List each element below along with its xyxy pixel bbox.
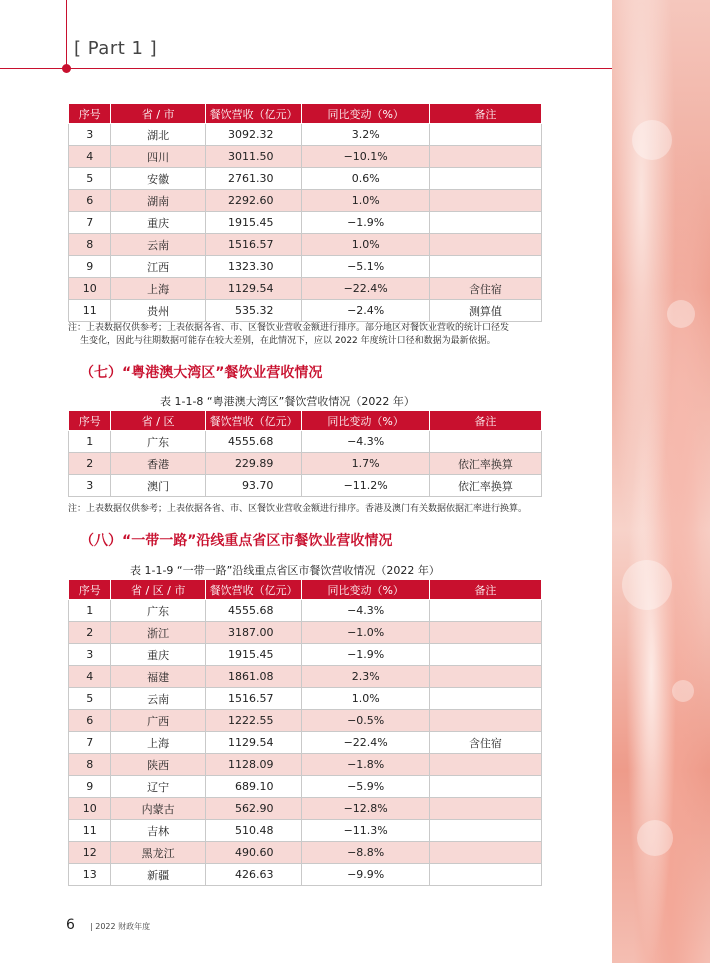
- cell-revenue: 1915.45: [205, 212, 302, 234]
- note-line: 生变化，因此与往期数据可能存在较大差别，在此情况下，应以 2022 年度统计口径和数据为最新依据。: [80, 336, 496, 346]
- cell-region: 内蒙古: [111, 798, 205, 820]
- cell-index: 13: [69, 864, 111, 886]
- cell-index: 11: [69, 300, 111, 322]
- cell-revenue: 1129.54: [205, 278, 302, 300]
- cell-change: −5.1%: [302, 256, 429, 278]
- cell-index: 8: [69, 754, 111, 776]
- cell-change: 1.0%: [302, 234, 429, 256]
- cell-change: −5.9%: [302, 776, 429, 798]
- cell-remark: [429, 622, 541, 644]
- cell-index: 11: [69, 820, 111, 842]
- cell-revenue: 1128.09: [205, 754, 302, 776]
- cell-change: −1.0%: [302, 622, 429, 644]
- table-header-row: [69, 411, 542, 431]
- cell-remark: [429, 431, 541, 453]
- table-row: [69, 622, 542, 644]
- cell-region: 辽宁: [111, 776, 205, 798]
- cell-remark: [429, 842, 541, 864]
- cell-index: 4: [69, 666, 111, 688]
- table-row: [69, 453, 542, 475]
- table-top: [68, 103, 542, 322]
- cell-revenue: 2292.60: [205, 190, 302, 212]
- table-header-row: [69, 104, 542, 124]
- cell-remark: [429, 124, 541, 146]
- cell-remark: 依汇率换算: [429, 453, 541, 475]
- cell-index: 1: [69, 600, 111, 622]
- cell-change: −2.4%: [302, 300, 429, 322]
- cell-region: 陕西: [111, 754, 205, 776]
- col-header: 省 / 区: [111, 411, 205, 431]
- table-row: [69, 864, 542, 886]
- cell-change: −0.5%: [302, 710, 429, 732]
- section-heading: （八）“一带一路”沿线重点省区市餐饮业营收情况: [80, 533, 393, 549]
- table-row: [69, 776, 542, 798]
- col-header: 备注: [429, 580, 541, 600]
- cell-change: −22.4%: [302, 732, 429, 754]
- cell-remark: [429, 256, 541, 278]
- table-note: 注：上表数据仅供参考；上表依据各省、市、区餐饮业营收金额进行排序。香港及澳门有关数据依据汇率进行换算。: [68, 504, 528, 514]
- cell-region: 重庆: [111, 212, 205, 234]
- cell-revenue: 4555.68: [205, 431, 302, 453]
- col-header: 序号: [69, 580, 111, 600]
- cell-remark: [429, 776, 541, 798]
- cell-revenue: 3011.50: [205, 146, 302, 168]
- cell-index: 9: [69, 256, 111, 278]
- cell-region: 广西: [111, 710, 205, 732]
- table-row: [69, 600, 542, 622]
- cell-revenue: 426.63: [205, 864, 302, 886]
- cell-revenue: 1129.54: [205, 732, 302, 754]
- cell-region: 新疆: [111, 864, 205, 886]
- table-row: [69, 146, 542, 168]
- cell-region: 广东: [111, 600, 205, 622]
- cell-index: 2: [69, 453, 111, 475]
- cell-change: −9.9%: [302, 864, 429, 886]
- section-heading: （七）“粤港澳大湾区”餐饮业营收情况: [80, 365, 323, 381]
- col-header: 同比变动（%）: [302, 411, 429, 431]
- cell-index: 7: [69, 212, 111, 234]
- cell-remark: [429, 600, 541, 622]
- cell-region: 贵州: [111, 300, 205, 322]
- table-row: [69, 234, 542, 256]
- cell-index: 5: [69, 688, 111, 710]
- table-row: [69, 842, 542, 864]
- cell-region: 吉林: [111, 820, 205, 842]
- cell-remark: 依汇率换算: [429, 475, 541, 497]
- cell-region: 湖南: [111, 190, 205, 212]
- cell-change: −4.3%: [302, 600, 429, 622]
- cell-remark: [429, 234, 541, 256]
- cell-index: 9: [69, 776, 111, 798]
- cell-region: 福建: [111, 666, 205, 688]
- cell-revenue: 93.70: [205, 475, 302, 497]
- cell-region: 黑龙江: [111, 842, 205, 864]
- header-vertical-rule: [66, 0, 67, 68]
- cell-remark: [429, 666, 541, 688]
- col-header: 同比变动（%）: [302, 104, 429, 124]
- cell-revenue: 2761.30: [205, 168, 302, 190]
- cell-index: 7: [69, 732, 111, 754]
- cell-revenue: 490.60: [205, 842, 302, 864]
- cell-region: 重庆: [111, 644, 205, 666]
- table-row: [69, 168, 542, 190]
- header-horizontal-rule: [0, 68, 612, 69]
- cell-index: 5: [69, 168, 111, 190]
- col-header: 省 / 市: [111, 104, 205, 124]
- table-gba: [68, 410, 542, 497]
- table-belt-road: [68, 579, 542, 886]
- cell-region: 云南: [111, 688, 205, 710]
- cell-index: 10: [69, 798, 111, 820]
- cell-change: −1.9%: [302, 644, 429, 666]
- cell-change: 1.7%: [302, 453, 429, 475]
- table-row: [69, 256, 542, 278]
- cell-change: −1.9%: [302, 212, 429, 234]
- cell-remark: [429, 190, 541, 212]
- cell-remark: [429, 864, 541, 886]
- table-caption: 表 1-1-9 “一带一路”沿线重点省区市餐饮营收情况（2022 年）: [130, 564, 440, 577]
- col-header: 同比变动（%）: [302, 580, 429, 600]
- table-row: [69, 644, 542, 666]
- cell-region: 云南: [111, 234, 205, 256]
- footer-label: | 2022 财政年度: [90, 922, 151, 931]
- cell-remark: [429, 798, 541, 820]
- cell-index: 12: [69, 842, 111, 864]
- table-caption: 表 1-1-8 “粤港澳大湾区”餐饮营收情况（2022 年）: [160, 395, 415, 408]
- cell-remark: [429, 710, 541, 732]
- table-row: [69, 798, 542, 820]
- cell-remark: [429, 754, 541, 776]
- cell-change: −22.4%: [302, 278, 429, 300]
- cell-revenue: 562.90: [205, 798, 302, 820]
- header-dot-marker: [62, 64, 71, 73]
- table-row: [69, 710, 542, 732]
- cell-region: 广东: [111, 431, 205, 453]
- cell-remark: [429, 212, 541, 234]
- cell-region: 浙江: [111, 622, 205, 644]
- cell-change: −12.8%: [302, 798, 429, 820]
- cell-change: −8.8%: [302, 842, 429, 864]
- table-row: [69, 278, 542, 300]
- col-header: 餐饮营收（亿元）: [205, 411, 302, 431]
- cell-region: 安徽: [111, 168, 205, 190]
- cell-revenue: 3092.32: [205, 124, 302, 146]
- cell-region: 江西: [111, 256, 205, 278]
- cell-change: 1.0%: [302, 190, 429, 212]
- cell-revenue: 689.10: [205, 776, 302, 798]
- col-header: 餐饮营收（亿元）: [205, 104, 302, 124]
- table-note: [68, 322, 509, 348]
- cell-index: 2: [69, 622, 111, 644]
- cell-change: −11.2%: [302, 475, 429, 497]
- cell-revenue: 3187.00: [205, 622, 302, 644]
- cell-remark: 含住宿: [429, 278, 541, 300]
- cell-region: 香港: [111, 453, 205, 475]
- cell-index: 6: [69, 710, 111, 732]
- cell-revenue: 1516.57: [205, 688, 302, 710]
- cell-index: 3: [69, 644, 111, 666]
- table-row: [69, 300, 542, 322]
- cell-change: −1.8%: [302, 754, 429, 776]
- cell-region: 澳门: [111, 475, 205, 497]
- cell-revenue: 229.89: [205, 453, 302, 475]
- col-header: 餐饮营收（亿元）: [205, 580, 302, 600]
- cell-region: 上海: [111, 732, 205, 754]
- cell-revenue: 1516.57: [205, 234, 302, 256]
- cell-change: 3.2%: [302, 124, 429, 146]
- cell-region: 四川: [111, 146, 205, 168]
- cell-index: 4: [69, 146, 111, 168]
- cell-index: 6: [69, 190, 111, 212]
- table-row: [69, 124, 542, 146]
- cell-revenue: 1915.45: [205, 644, 302, 666]
- cell-remark: [429, 644, 541, 666]
- col-header: 省 / 区 / 市: [111, 580, 205, 600]
- cell-revenue: 4555.68: [205, 600, 302, 622]
- cell-change: −11.3%: [302, 820, 429, 842]
- cell-remark: [429, 820, 541, 842]
- table-row: [69, 475, 542, 497]
- cell-index: 10: [69, 278, 111, 300]
- col-header: 序号: [69, 104, 111, 124]
- table-row: [69, 688, 542, 710]
- col-header: 备注: [429, 411, 541, 431]
- page-number: 6: [66, 917, 75, 933]
- note-line: 注：上表数据仅供参考；上表依据各省、市、区餐饮业营收金额进行排序。部分地区对餐饮业营收的统计口径发: [68, 323, 510, 333]
- table-row: [69, 820, 542, 842]
- cell-remark: [429, 688, 541, 710]
- cell-revenue: 510.48: [205, 820, 302, 842]
- cell-index: 8: [69, 234, 111, 256]
- table-header-row: [69, 580, 542, 600]
- cell-change: 1.0%: [302, 688, 429, 710]
- cell-change: 2.3%: [302, 666, 429, 688]
- part-label: [ Part 1 ]: [74, 38, 158, 59]
- table-row: [69, 212, 542, 234]
- cell-change: −10.1%: [302, 146, 429, 168]
- col-header: 序号: [69, 411, 111, 431]
- cell-region: 上海: [111, 278, 205, 300]
- cell-revenue: 1222.55: [205, 710, 302, 732]
- cell-revenue: 1323.30: [205, 256, 302, 278]
- cell-index: 3: [69, 475, 111, 497]
- cell-remark: [429, 168, 541, 190]
- cell-index: 3: [69, 124, 111, 146]
- cell-remark: [429, 146, 541, 168]
- table-row: [69, 190, 542, 212]
- table-row: [69, 732, 542, 754]
- cell-index: 1: [69, 431, 111, 453]
- cell-change: 0.6%: [302, 168, 429, 190]
- cell-region: 湖北: [111, 124, 205, 146]
- table-row: [69, 666, 542, 688]
- cell-remark: 测算值: [429, 300, 541, 322]
- table-row: [69, 754, 542, 776]
- cell-revenue: 535.32: [205, 300, 302, 322]
- col-header: 备注: [429, 104, 541, 124]
- cell-revenue: 1861.08: [205, 666, 302, 688]
- cell-remark: 含住宿: [429, 732, 541, 754]
- cell-change: −4.3%: [302, 431, 429, 453]
- table-row: [69, 431, 542, 453]
- decorative-side-image: [612, 0, 710, 963]
